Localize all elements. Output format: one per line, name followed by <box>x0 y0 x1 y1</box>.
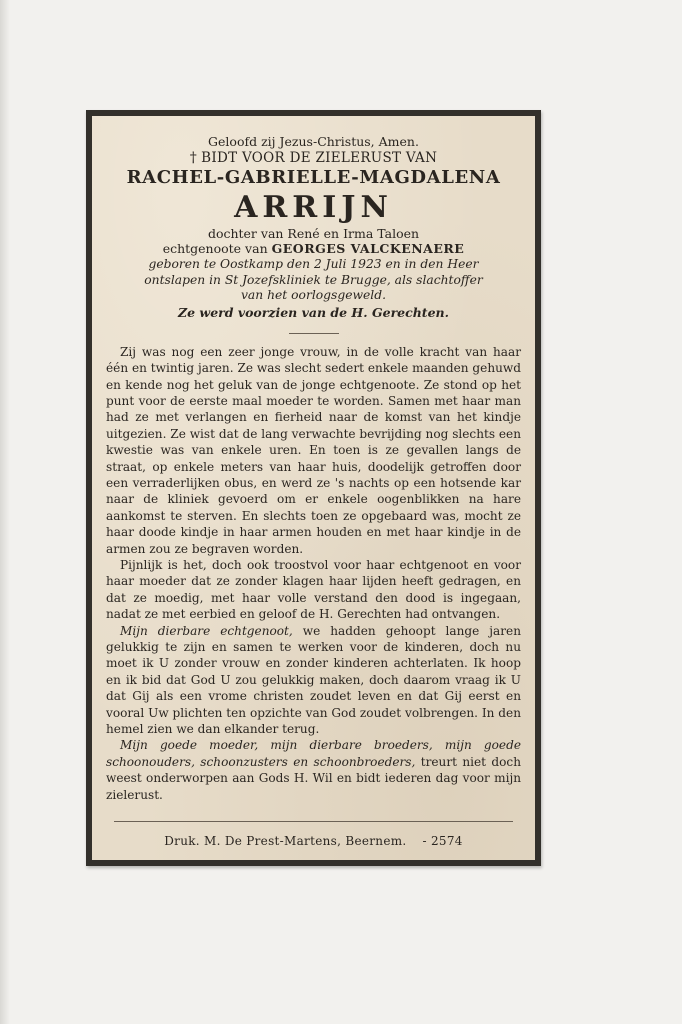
family-message: treurt niet doch weest onderworpen aan Gods H. Wil en bidt iederen dag voor mijn zielerust. <box>106 754 521 802</box>
print-number: - 2574 <box>422 834 463 848</box>
paragraph-life: Zij was nog een zeer jonge vrouw, in de volle kracht van haar één en twintig jaren. Ze was slecht sedert enkele maanden gehuwd en kende nog het geluk van de jonge echtgenoote. Ze stond op het punt voor de eerste maal moeder te worden. Samen met haar man had ze met verlangen en fierheid naar de komst van het kindje uitgezien. Ze wist dat de lang verwachte bevrijding nog slechts een kwestie was van enkele uren. En toen is ze gevallen langs de straat, op enkele meters van haar huis, doodelijk getroffen door een verraderlijken obus, en werd ze 's nachts op een hotsende kar naar de kliniek gevoerd om er enkele oogenblikken na hare aankomst te sterven. En slechts toen ze opgebaard was, mocht ze haar doode kindje in haar armen houden en met haar kindje in de armen zou ze begraven worden. <box>106 344 522 556</box>
card-paper <box>92 116 535 860</box>
husband-address: Mijn dierbare echtgenoot, <box>120 623 293 638</box>
printer-line <box>92 834 535 848</box>
sacraments-line: Ze werd voorzien van de H. Gerechten. <box>178 305 449 321</box>
deceased-given-names: RACHEL-GABRIELLE-MAGDALENA <box>126 167 501 189</box>
spouse-name: GEORGES VALCKENAERE <box>271 241 465 257</box>
memorial-text <box>106 344 521 803</box>
parents-line: dochter van René en Irma Taloen <box>207 225 420 241</box>
birth-death-details-2: ontslapen in St Jozefskliniek te Brugge, als slachtoffer <box>144 272 483 287</box>
husband-message: we hadden gehoopt lange jaren gelukkig te zijn en samen te werken voor de kinderen, doch nu moet ik U zonder vrouw en zonder kinderen achterlaten. Ik hoop en ik bid dat God U zou gelukkig maken, doch daarom vraag ik U dat Gij als een vrome christen zoudet leven en dat Gij eerst en vooral Uw plichten ten opzichte van God zoudet volbrengen. In den hemel zien we dan elkander terug. <box>106 623 521 737</box>
prayer-request-text: BIDT VOOR DE ZIELERUST VAN <box>201 149 438 166</box>
memorial-card <box>86 110 541 866</box>
prayer-request <box>106 150 521 168</box>
paragraph-family <box>106 737 521 803</box>
header-divider <box>289 333 339 334</box>
spouse-prefix: echtgenoote van <box>162 241 268 257</box>
deceased-surname: ARRIJN <box>234 189 393 225</box>
opening-invocation: Geloofd zij Jezus-Christus, Amen. <box>208 134 419 149</box>
birth-death-details-3: van het oorlogsgeweld. <box>240 288 387 303</box>
footer-divider <box>114 821 513 822</box>
printer-name: Druk. M. De Prest-Martens, Beernem. <box>164 834 407 848</box>
paragraph-husband <box>106 623 521 738</box>
spouse-line <box>106 241 521 257</box>
paragraph-suffering: Pijnlijk is het, doch ook troostvol voor haar echtgenoot en voor haar moeder dat ze zonder klagen haar lijden heeft gedragen, en dat ze moedig, met haar volle verstand den dood is ingegaan, nadat ze met eerbied en geloof de H. Gerechten had ontvangen. <box>106 557 521 622</box>
scanner-edge <box>0 0 10 1024</box>
family-address: Mijn goede moeder, mijn dierbare broeders, mijn goede schoonouders, schoonzusters en schoonbroeders, <box>106 738 521 769</box>
cross-icon: † <box>189 149 198 166</box>
birth-death-details-1: geboren te Oostkamp den 2 Juli 1923 en in den Heer <box>148 256 479 271</box>
